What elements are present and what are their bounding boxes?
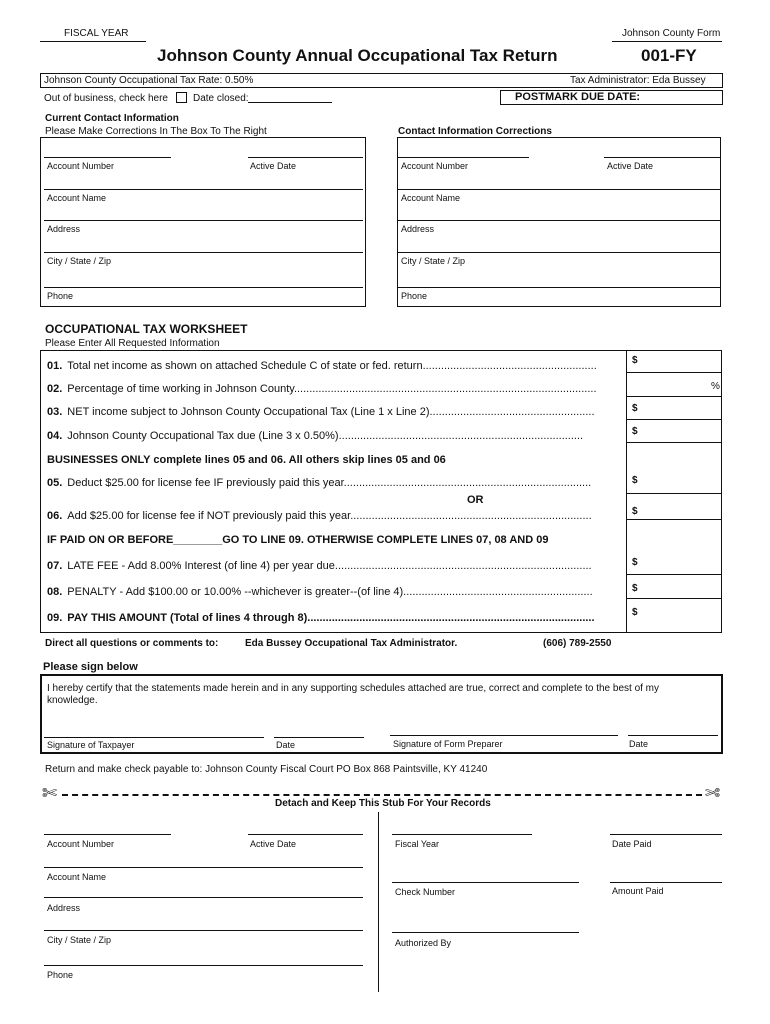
tax-administrator: Tax Administrator: Eda Bussey <box>570 75 706 86</box>
taxpayer-signature-line[interactable] <box>44 737 264 738</box>
businesses-note: BUSINESSES ONLY complete lines 05 and 06. All others skip lines 05 and 06 <box>47 454 446 466</box>
scissors-right-icon: ✄ <box>705 783 721 803</box>
current-city-state-zip-label: City / State / Zip <box>47 256 112 266</box>
direct-questions: Direct all questions or comments to: <box>45 638 219 649</box>
line-04-amount[interactable]: $ <box>632 426 638 437</box>
line-06: 06. Add $25.00 for license fee if NOT previously paid this year............................................................................... <box>47 510 592 522</box>
stub-authorized-by-label: Authorized By <box>395 938 452 948</box>
administrator-phone: (606) 789-2550 <box>543 638 612 649</box>
stub-date-paid-label: Date Paid <box>612 839 652 849</box>
line-05: 05. Deduct $25.00 for license fee IF previously paid this year................................................................................. <box>47 477 592 489</box>
worksheet-title: OCCUPATIONAL TAX WORKSHEET <box>45 322 248 336</box>
certification-text: I hereby certify that the statements made herein and in any supporting schedules attached are true, correct and complete to the best of my knowledge. <box>47 683 660 706</box>
cut-line <box>62 794 702 796</box>
form-number: 001-FY <box>641 46 697 65</box>
preparer-date-line[interactable] <box>628 735 718 736</box>
return-address: Return and make check payable to: Johnson County Fiscal Court PO Box 868 Paintsville, KY 41240 <box>45 764 488 775</box>
corrections-title: Contact Information Corrections <box>398 126 552 137</box>
taxpayer-signature-label: Signature of Taxpayer <box>47 740 135 750</box>
current-address-label: Address <box>47 224 81 234</box>
corrections-account-name-label: Account Name <box>401 193 461 203</box>
line-05-amount[interactable]: $ <box>632 475 638 486</box>
line-08-amount[interactable]: $ <box>632 583 638 594</box>
administrator-name: Eda Bussey Occupational Tax Administrator. <box>245 638 458 649</box>
line-02-percent[interactable]: % <box>711 381 720 392</box>
current-contact-subtitle: Please Make Corrections In The Box To The Right <box>45 126 267 137</box>
corrections-city-state-zip-label: City / State / Zip <box>401 256 466 266</box>
form-title: Johnson County Annual Occupational Tax Return <box>157 46 558 65</box>
worksheet-subtitle: Please Enter All Requested Information <box>45 338 220 349</box>
corrections-active-date-label: Active Date <box>607 161 654 171</box>
preparer-date-label: Date <box>629 739 649 749</box>
line-02: 02. Percentage of time working in Johnson County................................................................................................... <box>47 383 597 395</box>
line-06-amount[interactable]: $ <box>632 506 638 517</box>
line-09-amount[interactable]: $ <box>632 607 638 618</box>
if-paid-note: IF PAID ON OR BEFORE________GO TO LINE 09. OTHERWISE COMPLETE LINES 07, 08 AND 09 <box>47 534 549 546</box>
current-account-number-label: Account Number <box>47 161 115 171</box>
stub-check-number-label: Check Number <box>395 887 456 897</box>
tax-rate: Johnson County Occupational Tax Rate: 0.50% <box>44 75 254 86</box>
date-closed-label: Date closed: <box>193 93 249 104</box>
line-07-amount[interactable]: $ <box>632 557 638 568</box>
preparer-signature-label: Signature of Form Preparer <box>393 739 503 749</box>
county-form-label: Johnson County Form <box>622 28 721 39</box>
current-active-date-label: Active Date <box>250 161 297 171</box>
corrections-address-label: Address <box>401 224 435 234</box>
out-of-business-label: Out of business, check here <box>44 93 168 104</box>
or-label: OR <box>467 494 484 506</box>
taxpayer-date-label: Date <box>276 740 296 750</box>
line-07: 07. LATE FEE - Add 8.00% Interest (of line 4) per year due.................................................................................... <box>47 560 592 572</box>
line-09: 09. PAY THIS AMOUNT (Total of lines 4 through 8).............................................................................................. <box>47 612 595 624</box>
scissors-left-icon: ✄ <box>42 783 58 803</box>
line-01: 01. Total net income as shown on attached Schedule C of state or fed. return......................................................... <box>47 360 597 372</box>
fiscal-year-label: FISCAL YEAR <box>64 28 129 39</box>
stub-amount-paid-label: Amount Paid <box>612 886 664 896</box>
line-08: 08. PENALTY - Add $100.00 or 10.00% --whichever is greater--(of line 4).............................................................. <box>47 586 593 598</box>
line-03-amount[interactable]: $ <box>632 403 638 414</box>
stub-address-label: Address <box>47 903 81 913</box>
stub-city-state-zip-label: City / State / Zip <box>47 935 112 945</box>
corrections-account-number-label: Account Number <box>401 161 469 171</box>
stub-account-number-label: Account Number <box>47 839 115 849</box>
current-contact-title: Current Contact Information <box>45 113 179 124</box>
date-closed-field[interactable] <box>248 102 332 103</box>
stub-account-name-label: Account Name <box>47 872 107 882</box>
current-phone-label: Phone <box>47 291 74 301</box>
stub-phone-label: Phone <box>47 970 74 980</box>
current-account-name-label: Account Name <box>47 193 107 203</box>
stub-fiscal-year-label: Fiscal Year <box>395 839 440 849</box>
taxpayer-date-line[interactable] <box>274 737 364 738</box>
please-sign-title: Please sign below <box>43 661 138 673</box>
line-01-amount[interactable]: $ <box>632 355 638 366</box>
stub-active-date-label: Active Date <box>250 839 297 849</box>
corrections-phone-label: Phone <box>401 291 428 301</box>
stub-title: Detach and Keep This Stub For Your Records <box>275 798 491 809</box>
preparer-signature-line[interactable] <box>390 735 618 736</box>
line-04: 04. Johnson County Occupational Tax due (Line 3 x 0.50%)................................................................................ <box>47 430 584 442</box>
line-03: 03. NET income subject to Johnson County Occupational Tax (Line 1 x Line 2)...................................................... <box>47 406 595 418</box>
postmark-due-date: POSTMARK DUE DATE: <box>515 91 641 103</box>
out-of-business-checkbox[interactable] <box>176 92 187 103</box>
